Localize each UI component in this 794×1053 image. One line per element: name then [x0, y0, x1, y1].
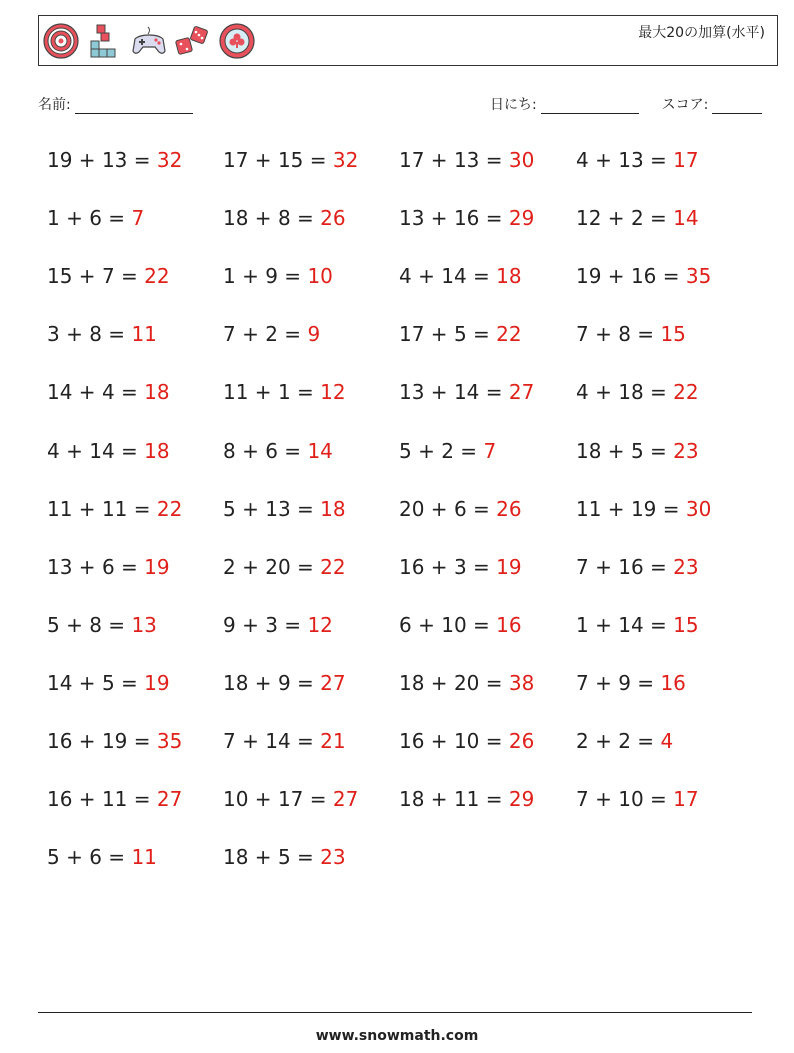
answer: 26: [508, 729, 535, 753]
addend-a: 19: [576, 264, 602, 289]
addend-a: 18: [576, 438, 602, 463]
addition-problem: 5 + 8 = 13: [47, 612, 157, 637]
addend-b: 17: [277, 787, 304, 812]
addition-problem: 18 + 20 = 38: [399, 670, 535, 695]
answer: 27: [508, 380, 535, 405]
addend-a: 11: [47, 496, 73, 521]
answer: 32: [332, 148, 359, 172]
addend-b: 2: [618, 729, 631, 753]
addition-problem: 7 + 16 = 23: [576, 554, 699, 579]
answer: 29: [508, 787, 535, 812]
addend-a: 12: [576, 206, 602, 231]
answer: 15: [673, 612, 699, 637]
answer: 26: [496, 496, 522, 521]
addend-b: 8: [89, 322, 102, 347]
addend-a: 10: [223, 787, 249, 812]
addition-problem: 12 + 2 = 14: [576, 206, 699, 231]
problem-grid: [47, 146, 767, 906]
addition-problem: 2 + 20 = 22: [223, 554, 346, 579]
addend-b: 10: [453, 729, 480, 753]
answer: 14: [673, 206, 699, 231]
addend-a: 7: [576, 322, 589, 347]
addition-problem: 14 + 4 = 18: [47, 380, 170, 405]
addend-b: 5: [630, 438, 644, 463]
addend-b: 11: [101, 496, 128, 521]
score-label: スコア:: [661, 97, 709, 113]
answer: 14: [307, 438, 333, 463]
addition-problem: 1 + 9 = 10: [223, 264, 333, 289]
addend-b: 14: [618, 612, 644, 637]
answer: 19: [144, 554, 170, 579]
date-blank[interactable]: [541, 99, 639, 114]
addend-b: 11: [101, 787, 128, 812]
addition-problem: 14 + 5 = 19: [47, 670, 170, 695]
addend-a: 18: [223, 670, 249, 695]
addition-problem: 13 + 14 = 27: [399, 380, 535, 405]
addend-a: 1: [223, 264, 236, 289]
addend-a: 17: [399, 322, 425, 347]
addend-a: 1: [576, 612, 589, 637]
addition-problem: 1 + 14 = 15: [576, 612, 699, 637]
addition-problem: 18 + 8 = 26: [223, 206, 346, 231]
addend-b: 3: [265, 612, 278, 637]
addition-problem: 2 + 2 = 4: [576, 729, 674, 753]
addend-a: 16: [399, 554, 425, 579]
addition-problem: 7 + 10 = 17: [576, 787, 699, 812]
addition-problem: 11 + 19 = 30: [576, 496, 712, 521]
addend-b: 9: [265, 264, 278, 289]
addend-a: 7: [576, 670, 589, 695]
answer: 18: [144, 380, 170, 405]
addend-a: 17: [223, 148, 249, 172]
addition-problem: 17 + 15 = 32: [223, 148, 359, 172]
date-score-fields: [490, 94, 762, 114]
addition-problem: 4 + 18 = 22: [576, 380, 699, 405]
addend-b: 20: [265, 554, 291, 579]
answer: 30: [508, 148, 535, 172]
addition-problem: 5 + 6 = 11: [47, 845, 157, 870]
addend-b: 7: [101, 264, 115, 289]
addend-a: 17: [399, 148, 425, 172]
addend-b: 2: [630, 206, 644, 231]
addend-a: 7: [223, 322, 236, 347]
addend-b: 14: [441, 264, 467, 289]
answer: 19: [496, 554, 522, 579]
addend-b: 6: [453, 496, 467, 521]
answer: 9: [307, 322, 321, 347]
addition-problem: 18 + 5 = 23: [576, 438, 699, 463]
addend-b: 5: [453, 322, 467, 347]
addend-a: 9: [223, 612, 236, 637]
addition-problem: 16 + 10 = 26: [399, 729, 535, 753]
addend-b: 15: [277, 148, 304, 172]
addend-a: 5: [223, 496, 236, 521]
addend-b: 8: [618, 322, 631, 347]
addend-a: 18: [399, 787, 425, 812]
addition-problem: 17 + 5 = 22: [399, 322, 522, 347]
addition-problem: 3 + 8 = 11: [47, 322, 157, 347]
addend-b: 19: [630, 496, 657, 521]
addend-a: 20: [399, 496, 425, 521]
answer: 12: [320, 380, 346, 405]
addend-a: 15: [47, 264, 73, 289]
addend-a: 5: [399, 438, 412, 463]
addition-problem: 7 + 8 = 15: [576, 322, 686, 347]
answer: 26: [320, 206, 346, 231]
addition-problem: 4 + 14 = 18: [399, 264, 522, 289]
addend-a: 13: [399, 206, 425, 231]
answer: 4: [660, 729, 674, 753]
addition-problem: 5 + 2 = 7: [399, 438, 497, 463]
addend-a: 4: [576, 148, 589, 172]
addition-problem: 10 + 17 = 27: [223, 787, 359, 812]
addend-a: 13: [47, 554, 73, 579]
answer: 29: [508, 206, 535, 231]
answer: 35: [685, 264, 712, 289]
addend-a: 4: [399, 264, 412, 289]
addend-b: 13: [101, 148, 128, 172]
addend-a: 19: [47, 148, 73, 172]
answer: 23: [673, 554, 699, 579]
addend-b: 16: [630, 264, 657, 289]
addend-b: 5: [277, 845, 291, 870]
addition-problem: 13 + 6 = 19: [47, 554, 170, 579]
addend-a: 5: [47, 612, 60, 637]
answer: 22: [673, 380, 699, 405]
addition-problem: 16 + 19 = 35: [47, 729, 183, 753]
addition-problem: 15 + 7 = 22: [47, 264, 170, 289]
addend-a: 18: [399, 670, 425, 695]
addend-a: 6: [399, 612, 412, 637]
addition-problem: 11 + 1 = 12: [223, 380, 346, 405]
answer: 18: [320, 496, 346, 521]
addend-a: 7: [223, 729, 236, 753]
addend-b: 18: [618, 380, 644, 405]
addend-a: 8: [223, 438, 236, 463]
addend-a: 16: [399, 729, 425, 753]
addend-b: 9: [277, 670, 291, 695]
score-blank[interactable]: [712, 99, 762, 114]
answer: 30: [685, 496, 712, 521]
addend-a: 18: [223, 845, 249, 870]
addition-problem: 7 + 14 = 21: [223, 729, 346, 753]
date-label: 日にち:: [490, 97, 537, 113]
addend-b: 9: [618, 670, 631, 695]
addend-a: 16: [47, 787, 73, 812]
answer: 22: [156, 496, 183, 521]
footer-url: www.snowmath.com: [315, 1028, 479, 1044]
addend-b: 13: [453, 148, 480, 172]
answer: 35: [156, 729, 183, 753]
poker-chip-icon: [219, 23, 255, 59]
answer: 27: [320, 670, 346, 695]
addition-problem: 19 + 16 = 35: [576, 264, 712, 289]
addend-b: 11: [453, 787, 480, 812]
addend-b: 2: [441, 438, 454, 463]
header-icons: [43, 20, 255, 62]
addend-a: 7: [576, 787, 589, 812]
answer: 27: [332, 787, 359, 812]
addend-a: 11: [576, 496, 602, 521]
addition-problem: 1 + 6 = 7: [47, 206, 145, 231]
answer: 15: [660, 322, 686, 347]
addend-b: 6: [89, 206, 102, 231]
addition-problem: 19 + 13 = 32: [47, 148, 183, 172]
answer: 38: [508, 670, 535, 695]
addition-problem: 18 + 5 = 23: [223, 845, 346, 870]
answer: 22: [320, 554, 346, 579]
addend-b: 8: [277, 206, 291, 231]
answer: 11: [131, 322, 157, 347]
name-field: [38, 94, 193, 114]
addend-b: 16: [453, 206, 480, 231]
addition-problem: 17 + 13 = 30: [399, 148, 535, 172]
addition-problem: 9 + 3 = 12: [223, 612, 333, 637]
addend-b: 5: [101, 670, 115, 695]
addend-a: 14: [47, 380, 73, 405]
addition-problem: 4 + 13 = 17: [576, 148, 699, 172]
answer: 10: [307, 264, 333, 289]
answer: 13: [131, 612, 157, 637]
addition-problem: 4 + 14 = 18: [47, 438, 170, 463]
addend-a: 2: [223, 554, 236, 579]
addend-a: 11: [223, 380, 249, 405]
addend-b: 20: [453, 670, 480, 695]
addend-b: 10: [618, 787, 644, 812]
addend-b: 6: [265, 438, 278, 463]
addition-problem: 16 + 11 = 27: [47, 787, 183, 812]
addend-b: 14: [265, 729, 291, 753]
answer: 27: [156, 787, 183, 812]
addend-b: 1: [277, 380, 291, 405]
answer: 7: [483, 438, 497, 463]
footer-divider: [38, 1012, 752, 1013]
addend-a: 4: [576, 380, 589, 405]
answer: 17: [673, 787, 699, 812]
addition-problem: 7 + 9 = 16: [576, 670, 686, 695]
answer: 32: [156, 148, 183, 172]
addend-b: 6: [89, 845, 102, 870]
addition-problem: 5 + 13 = 18: [223, 496, 346, 521]
gamepad-icon: [131, 23, 167, 59]
addend-b: 16: [618, 554, 644, 579]
answer: 7: [131, 206, 145, 231]
answer: 12: [307, 612, 333, 637]
answer: 16: [496, 612, 522, 637]
answer: 23: [673, 438, 699, 463]
addend-b: 2: [265, 322, 278, 347]
answer: 22: [496, 322, 522, 347]
answer: 11: [131, 845, 157, 870]
tetris-blocks-icon: [87, 23, 123, 59]
answer: 18: [144, 438, 170, 463]
addition-problem: 6 + 10 = 16: [399, 612, 522, 637]
addend-a: 2: [576, 729, 589, 753]
worksheet-header: [38, 15, 778, 66]
answer: 23: [320, 845, 346, 870]
addend-b: 14: [453, 380, 480, 405]
dice-icon: [175, 23, 211, 59]
addend-a: 16: [47, 729, 73, 753]
addition-problem: 16 + 3 = 19: [399, 554, 522, 579]
name-label: 名前:: [38, 97, 71, 113]
addition-problem: 7 + 2 = 9: [223, 322, 321, 347]
name-blank[interactable]: [75, 99, 193, 114]
answer: 16: [660, 670, 686, 695]
dartboard-icon: [43, 23, 79, 59]
addition-problem: 11 + 11 = 22: [47, 496, 183, 521]
addend-a: 3: [47, 322, 60, 347]
addend-b: 10: [441, 612, 467, 637]
addition-problem: 18 + 11 = 29: [399, 787, 535, 812]
addend-b: 3: [453, 554, 467, 579]
answer: 22: [144, 264, 170, 289]
addend-b: 6: [101, 554, 115, 579]
worksheet-title: 最大20の加算(水平): [638, 25, 765, 41]
addend-b: 13: [265, 496, 291, 521]
addend-a: 7: [576, 554, 589, 579]
addend-b: 8: [89, 612, 102, 637]
answer: 19: [144, 670, 170, 695]
addition-problem: 8 + 6 = 14: [223, 438, 333, 463]
addition-problem: 18 + 9 = 27: [223, 670, 346, 695]
addend-a: 5: [47, 845, 60, 870]
answer: 17: [673, 148, 699, 172]
addition-problem: 20 + 6 = 26: [399, 496, 522, 521]
addend-a: 14: [47, 670, 73, 695]
addend-b: 14: [89, 438, 115, 463]
addition-problem: 13 + 16 = 29: [399, 206, 535, 231]
addend-a: 4: [47, 438, 60, 463]
addend-a: 18: [223, 206, 249, 231]
addend-a: 1: [47, 206, 60, 231]
addend-b: 19: [101, 729, 128, 753]
answer: 18: [496, 264, 522, 289]
answer: 21: [320, 729, 346, 753]
addend-b: 4: [101, 380, 115, 405]
addend-b: 13: [618, 148, 644, 172]
addend-a: 13: [399, 380, 425, 405]
